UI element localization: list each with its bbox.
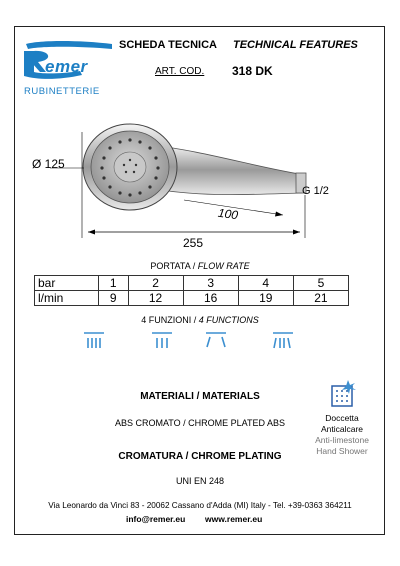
spray-mixed-icon <box>273 333 293 348</box>
table-cell: 21 <box>293 291 348 306</box>
table-cell: 5 <box>293 276 348 291</box>
table-cell: 4 <box>238 276 293 291</box>
standard-value: UNI EN 248 <box>175 476 225 486</box>
spray-rain-icon <box>84 333 104 348</box>
spray-jet-icon <box>206 333 226 347</box>
badge-line: Doccetta <box>325 413 359 423</box>
plating-title: CROMATURA / CHROME PLATING <box>118 451 282 462</box>
brand-name: emer <box>45 57 88 76</box>
article-code: 318 DK <box>232 64 273 78</box>
footer-website: www.remer.eu <box>205 514 263 524</box>
badge-line: Anticalcare <box>320 424 364 434</box>
spray-massage-icon <box>152 333 172 348</box>
table-row <box>35 291 349 306</box>
functions-title <box>15 315 385 325</box>
table-cell: 16 <box>183 291 238 306</box>
table-cell: 3 <box>183 276 238 291</box>
table-row <box>35 276 349 291</box>
footer-email: info@remer.eu <box>126 514 186 524</box>
dim-100-label: 100 <box>217 205 239 223</box>
flow-title-it: PORTATA / <box>150 261 196 271</box>
table-cell: 2 <box>128 276 183 291</box>
functions-title-en: 4 FUNCTIONS <box>198 315 259 325</box>
title-italian: SCHEDA TECNICA <box>119 39 217 51</box>
table-cell: 1 <box>99 276 129 291</box>
flow-rate-title <box>0 261 400 271</box>
table-cell: 9 <box>99 291 129 306</box>
flow-rate-table <box>34 275 349 306</box>
table-cell: 12 <box>128 291 183 306</box>
thread-label: G 1/2 <box>302 185 329 197</box>
table-cell: bar <box>35 276 99 291</box>
table-cell: 19 <box>238 291 293 306</box>
dim-255-label: 255 <box>183 236 204 250</box>
functions-title-it: 4 FUNZIONI / <box>141 315 197 325</box>
shower-drawing <box>0 110 400 250</box>
article-code-label: ART. COD. <box>155 66 205 77</box>
material-value: ABS CROMATO / CHROME PLATED ABS <box>114 418 286 428</box>
materials-title: MATERIALI / MATERIALS <box>140 391 260 402</box>
brand-subtitle: RUBINETTERIE <box>24 86 100 97</box>
functions-icons <box>80 330 310 356</box>
badge-line: Hand Shower <box>316 446 368 456</box>
flow-title-en: FLOW RATE <box>197 261 250 271</box>
anti-limestone-badge <box>312 413 372 457</box>
anti-limestone-icon <box>326 378 358 410</box>
table-cell: l/min <box>35 291 99 306</box>
diameter-label: Ø 125 <box>32 157 65 171</box>
title-english: TECHNICAL FEATURES <box>233 39 358 51</box>
badge-line: Anti-limestone <box>315 435 369 445</box>
footer-address: Via Leonardo da Vinci 83 - 20062 Cassano d'Adda (MI) Italy - Tel. +39-0363 364211 <box>48 501 352 510</box>
